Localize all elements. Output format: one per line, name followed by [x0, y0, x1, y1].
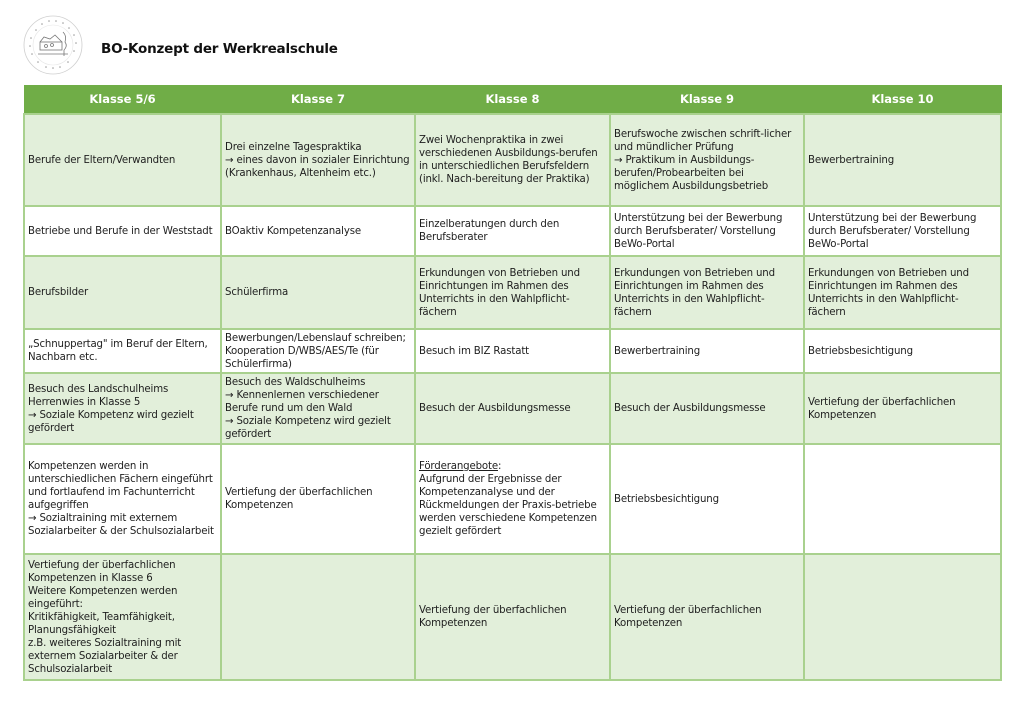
table-row: [24, 256, 1001, 329]
table-row: [24, 114, 1001, 206]
cell-text: Schülerfirma: [225, 287, 289, 298]
cell-text: Drei einzelne Tagespraktika → eines davon in sozialer Einrichtung (Krankenhaus, Altenheim etc.): [225, 141, 410, 179]
cell-text: Besuch der Ausbildungsmesse: [614, 403, 766, 414]
table-cell: [415, 373, 610, 444]
table-cell: [610, 554, 804, 680]
table-cell-empty: [804, 554, 1001, 680]
cell-text: Erkundungen von Betrieben und Einrichtungen im Rahmen des Unterrichts in den Wahlpflicht-fächern: [808, 267, 969, 318]
table-cell: [24, 114, 221, 206]
cell-text: Berufe der Eltern/Verwandten: [28, 154, 176, 166]
column-header-klasse-9: Klasse 9: [610, 85, 804, 114]
table-row: [24, 373, 1001, 444]
table-cell: [221, 373, 415, 444]
table-cell: [804, 373, 1001, 444]
cell-text: Bewerbertraining: [614, 345, 701, 357]
table-cell-foerderangebote: [415, 444, 610, 554]
cell-text: Kompetenzen werden in unterschiedlichen Fächern eingeführt und fortlaufend im Fachunterricht aufgegriffen → Sozialtraining mit externem Sozialarbeiter & der Schulsozialarbeit: [28, 461, 214, 537]
table-cell: [804, 206, 1001, 256]
table-cell: [415, 114, 610, 206]
table-cell: [804, 114, 1001, 206]
cell-text: Besuch des Landschulheims Herrenwies in Klasse 5 → Soziale Kompetenz wird gezielt gefördert: [28, 383, 194, 434]
table-row: [24, 206, 1001, 256]
cell-text: Betriebe und Berufe in der Weststadt: [28, 225, 213, 237]
table-cell: [610, 114, 804, 206]
cell-text: Erkundungen von Betrieben und Einrichtungen im Rahmen des Unterrichts in den Wahlpflicht-fächern: [614, 267, 775, 318]
column-header-klasse-5-6: Klasse 5/6: [24, 85, 221, 114]
table-cell: [221, 114, 415, 206]
table-cell: [610, 444, 804, 554]
cell-text: Bewerbungen/Lebenslauf schreiben; Kooperation D/WBS/AES/Te (für Schülerfirma): [225, 332, 406, 370]
document-title: BO-Konzept der Werkrealschule: [101, 41, 338, 57]
table-cell: [221, 444, 415, 554]
table-cell: [24, 329, 221, 373]
cell-text: Besuch im BIZ Rastatt: [419, 345, 530, 357]
table-row: [24, 329, 1001, 373]
cell-text: Vertiefung der überfachlichen Kompetenzen: [808, 396, 956, 421]
table-cell: [415, 206, 610, 256]
table-row: [24, 554, 1001, 680]
label-colon: :: [497, 461, 502, 472]
table-cell: [221, 329, 415, 373]
table-cell: [221, 256, 415, 329]
cell-text: Besuch der Ausbildungsmesse: [419, 403, 571, 414]
cell-text: Betriebsbesichtigung: [614, 493, 719, 505]
school-seal-logo: [22, 14, 84, 76]
table-cell: [24, 373, 221, 444]
cell-text: Erkundungen von Betrieben und Einrichtungen im Rahmen des Unterrichts in den Wahlpflicht-fächern: [419, 267, 580, 318]
cell-text: Unterstützung bei der Bewerbung durch Berufsberater/ Vorstellung BeWo-Portal: [614, 212, 783, 250]
table-cell: [415, 554, 610, 680]
cell-text: „Schnuppertag" im Beruf der Eltern, Nachbarn etc.: [28, 339, 208, 363]
cell-text: Besuch des Waldschulheims → Kennenlernen verschiedener Berufe rund um den Wald → Soziale Kompetenz wird gezielt gefördert: [225, 377, 391, 440]
table-cell: [610, 329, 804, 373]
career-orientation-table: [23, 85, 1002, 681]
cell-text: Unterstützung bei der Bewerbung durch Berufsberater/ Vorstellung BeWo-Portal: [808, 212, 977, 250]
cell-text: Berufswoche zwischen schrift-licher und mündlicher Prüfung → Praktikum in Ausbildungs-berufen/Probearbeiten bei möglichem Ausbildungsbetrieb: [614, 128, 792, 192]
cell-text: Vertiefung der überfachlichen Kompetenzen: [225, 487, 373, 511]
table-cell: [610, 373, 804, 444]
table-cell: [804, 256, 1001, 329]
cell-text: Vertiefung der überfachlichen Kompetenzen in Klasse 6 Weitere Kompetenzen werden eingeführt: Kritikfähigkeit, Teamfähigkeit, Planungsfähigkeit z.B. weiteres Sozialtraining mit externem Sozialarbeiter & der Schulsozialarbeit: [28, 559, 182, 675]
cell-text: Zwei Wochenpraktika in zwei verschiedenen Ausbildungs-berufen in unterschiedlichen Berufsfeldern (inkl. Nach-bereitung der Praktika): [419, 135, 598, 185]
table-cell: [610, 256, 804, 329]
table-cell: [24, 554, 221, 680]
table-cell: [221, 206, 415, 256]
table-cell: [415, 256, 610, 329]
foerderangebote-label: Förderangebote: [419, 461, 498, 472]
cell-text: Bewerbertraining: [808, 154, 895, 166]
school-seal-icon: [22, 14, 84, 76]
table-cell-empty: [804, 444, 1001, 554]
cell-text: Betriebsbesichtigung: [808, 345, 913, 357]
table-header-row: [24, 85, 1001, 114]
cell-text: Vertiefung der überfachlichen Kompetenzen: [419, 605, 567, 629]
table-cell: [804, 329, 1001, 373]
column-header-klasse-8: Klasse 8: [415, 85, 610, 114]
cell-text: Einzelberatungen durch den Berufsberater: [419, 219, 560, 243]
cell-text: Vertiefung der überfachlichen Kompetenzen: [614, 605, 762, 629]
table-row: [24, 444, 1001, 554]
cell-text: Berufsbilder: [28, 287, 89, 298]
table-cell: [24, 206, 221, 256]
table-cell: [415, 329, 610, 373]
column-header-klasse-7: Klasse 7: [221, 85, 415, 114]
cell-text: BOaktiv Kompetenzanalyse: [225, 225, 361, 237]
table-cell-empty: [221, 554, 415, 680]
table-cell: [24, 256, 221, 329]
column-header-klasse-10: Klasse 10: [804, 85, 1001, 114]
foerderangebote-text: Aufgrund der Ergebnisse der Kompetenzanalyse und der Rückmeldungen der Praxis-betriebe werden verschiedene Kompetenzen gezielt gefördert: [419, 474, 597, 537]
table-cell: [610, 206, 804, 256]
table-cell: [24, 444, 221, 554]
